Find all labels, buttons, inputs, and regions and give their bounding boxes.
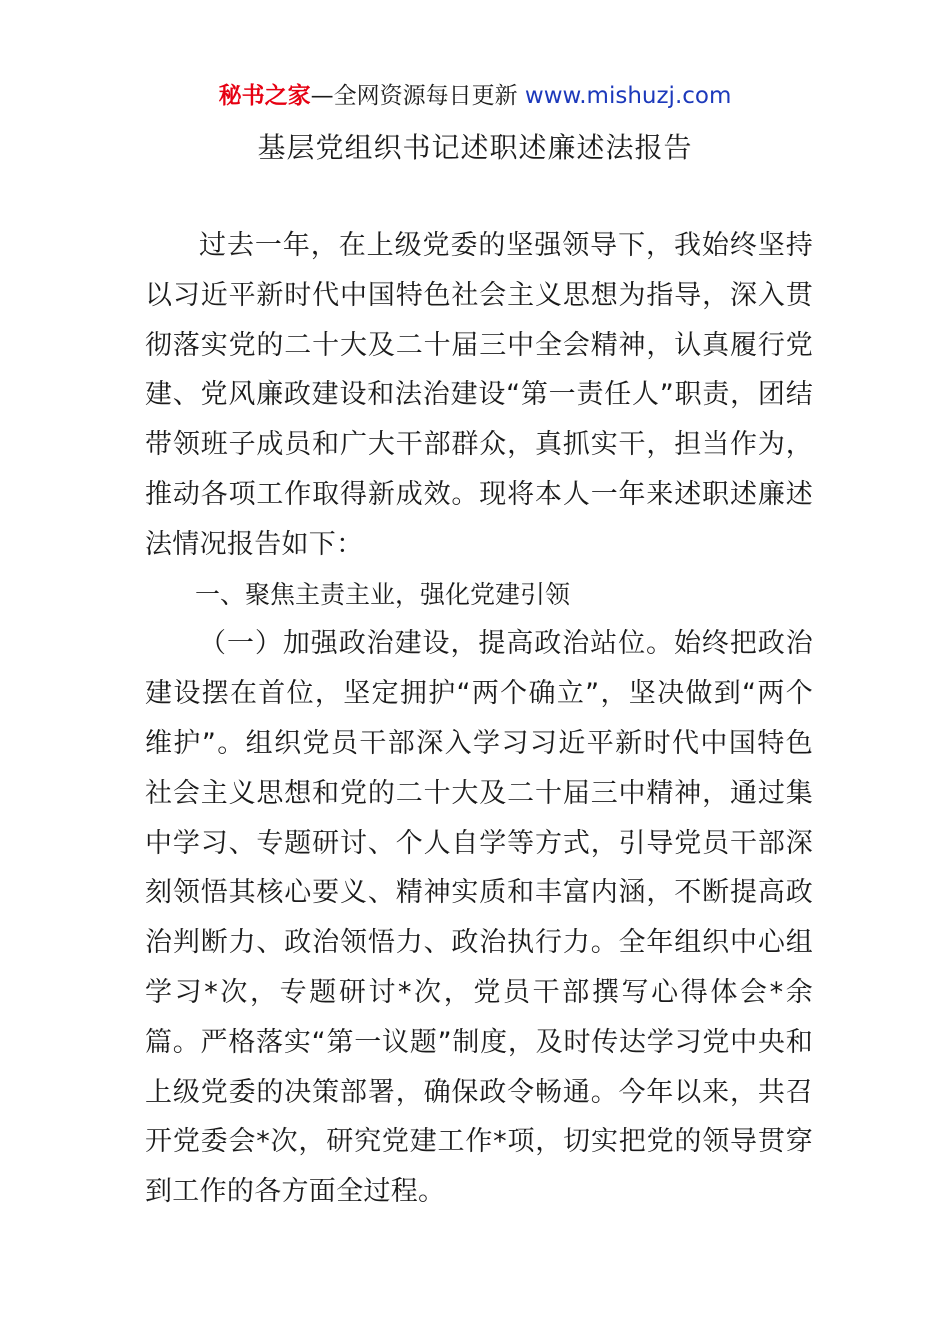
site-tagline: —全网资源每日更新 <box>310 83 525 109</box>
section-heading: 一、聚焦主责主业，强化党建引领 <box>195 579 571 609</box>
document-title: 基层党组织书记述职述廉述法报告 <box>257 131 693 164</box>
intro-paragraph: 过去一年，在上级党委的坚强领导下，我始终坚持以习近平新时代中国特色社会主义思想为指导，深入贯彻落实党的二十大及二十届三中全会精神，认真履行党建、党风廉政建设和法治建设“第一责任人”职责，团结带领班子成员和广大干部群众，真抓实干，担当作为，推动各项工作取得新成效。现将本人一年来述职述廉述法情况报告如下： <box>145 230 813 560</box>
site-header <box>0 80 950 112</box>
site-name: 秘书之家 <box>218 83 311 109</box>
site-url-link[interactable]: www.mishuzj.com <box>524 83 732 109</box>
document-body <box>145 221 813 1217</box>
section-paragraph: （一）加强政治建设，提高政治站位。始终把政治建设摆在首位，坚定拥护“两个确立”，坚决做到“两个维护”。组织党员干部深入学习习近平新时代中国特色社会主义思想和党的二十大及二十届三中精神，通过集中学习、专题研讨、个人自学等方式，引导党员干部深刻领悟其核心要义、精神实质和丰富内涵，不断提高政治判断力、政治领悟力、政治执行力。全年组织中心组学习*次，专题研讨*次，党员干部撰写心得体会*余篇。严格落实“第一议题”制度，及时传达学习党中央和上级党委的决策部署，确保政令畅通。今年以来，共召开党委会*次，研究党建工作*项，切实把党的领导贯穿到工作的各方面全过程。 <box>145 628 813 1208</box>
